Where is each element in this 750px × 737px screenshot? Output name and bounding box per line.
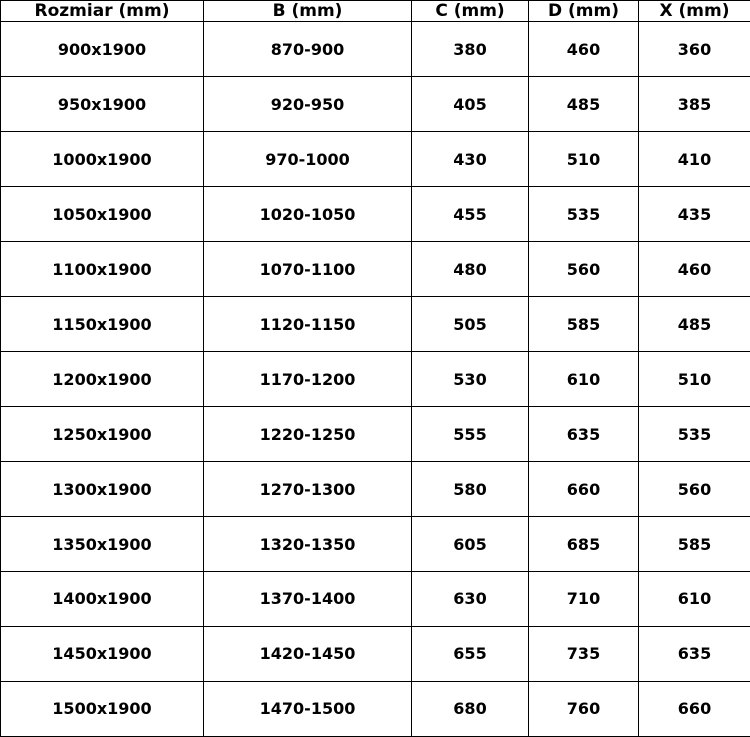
cell-x: 485 [639, 297, 750, 352]
table-row [1, 22, 750, 77]
cell-b: 1270-1300 [204, 462, 412, 517]
column-header-d: D (mm) [529, 1, 639, 22]
cell-x: 660 [639, 682, 750, 737]
cell-c: 655 [412, 627, 529, 682]
table-row [1, 132, 750, 187]
cell-x: 585 [639, 517, 750, 572]
cell-b: 1420-1450 [204, 627, 412, 682]
cell-d: 635 [529, 407, 639, 462]
table-row [1, 462, 750, 517]
cell-b: 870-900 [204, 22, 412, 77]
cell-size: 950x1900 [1, 77, 204, 132]
cell-c: 630 [412, 572, 529, 627]
cell-c: 580 [412, 462, 529, 517]
table-row [1, 682, 750, 737]
cell-size: 1250x1900 [1, 407, 204, 462]
cell-c: 480 [412, 242, 529, 297]
column-header-b: B (mm) [204, 1, 412, 22]
table-row [1, 407, 750, 462]
column-header-rozmiar: Rozmiar (mm) [1, 1, 204, 22]
table-row [1, 517, 750, 572]
cell-c: 605 [412, 517, 529, 572]
cell-d: 560 [529, 242, 639, 297]
cell-d: 535 [529, 187, 639, 242]
cell-size: 1200x1900 [1, 352, 204, 407]
cell-b: 1370-1400 [204, 572, 412, 627]
cell-x: 535 [639, 407, 750, 462]
cell-b: 1170-1200 [204, 352, 412, 407]
table-header [1, 1, 750, 22]
column-header-c: C (mm) [412, 1, 529, 22]
cell-x: 610 [639, 572, 750, 627]
cell-c: 380 [412, 22, 529, 77]
cell-d: 760 [529, 682, 639, 737]
cell-b: 970-1000 [204, 132, 412, 187]
cell-size: 1500x1900 [1, 682, 204, 737]
cell-size: 1050x1900 [1, 187, 204, 242]
cell-b: 1120-1150 [204, 297, 412, 352]
cell-d: 460 [529, 22, 639, 77]
cell-c: 430 [412, 132, 529, 187]
cell-size: 1150x1900 [1, 297, 204, 352]
cell-c: 555 [412, 407, 529, 462]
cell-x: 435 [639, 187, 750, 242]
cell-x: 635 [639, 627, 750, 682]
cell-x: 460 [639, 242, 750, 297]
table-row [1, 187, 750, 242]
cell-b: 1020-1050 [204, 187, 412, 242]
cell-x: 560 [639, 462, 750, 517]
cell-c: 530 [412, 352, 529, 407]
cell-size: 1300x1900 [1, 462, 204, 517]
cell-d: 710 [529, 572, 639, 627]
table-row [1, 627, 750, 682]
cell-x: 510 [639, 352, 750, 407]
cell-d: 660 [529, 462, 639, 517]
table-header-row [1, 1, 750, 22]
table-row [1, 352, 750, 407]
cell-c: 680 [412, 682, 529, 737]
cell-b: 1470-1500 [204, 682, 412, 737]
cell-d: 585 [529, 297, 639, 352]
table-body [1, 22, 750, 737]
cell-b: 1070-1100 [204, 242, 412, 297]
cell-d: 685 [529, 517, 639, 572]
cell-b: 1220-1250 [204, 407, 412, 462]
cell-x: 385 [639, 77, 750, 132]
cell-d: 485 [529, 77, 639, 132]
cell-size: 1000x1900 [1, 132, 204, 187]
cell-size: 1100x1900 [1, 242, 204, 297]
cell-b: 1320-1350 [204, 517, 412, 572]
cell-x: 360 [639, 22, 750, 77]
cell-c: 405 [412, 77, 529, 132]
table-row [1, 572, 750, 627]
cell-c: 505 [412, 297, 529, 352]
cell-size: 900x1900 [1, 22, 204, 77]
table-row [1, 297, 750, 352]
cell-d: 510 [529, 132, 639, 187]
cell-x: 410 [639, 132, 750, 187]
cell-size: 1450x1900 [1, 627, 204, 682]
table-row [1, 242, 750, 297]
cell-size: 1400x1900 [1, 572, 204, 627]
column-header-x: X (mm) [639, 1, 750, 22]
cell-size: 1350x1900 [1, 517, 204, 572]
table-row [1, 77, 750, 132]
cell-d: 610 [529, 352, 639, 407]
cell-b: 920-950 [204, 77, 412, 132]
cell-d: 735 [529, 627, 639, 682]
cell-c: 455 [412, 187, 529, 242]
